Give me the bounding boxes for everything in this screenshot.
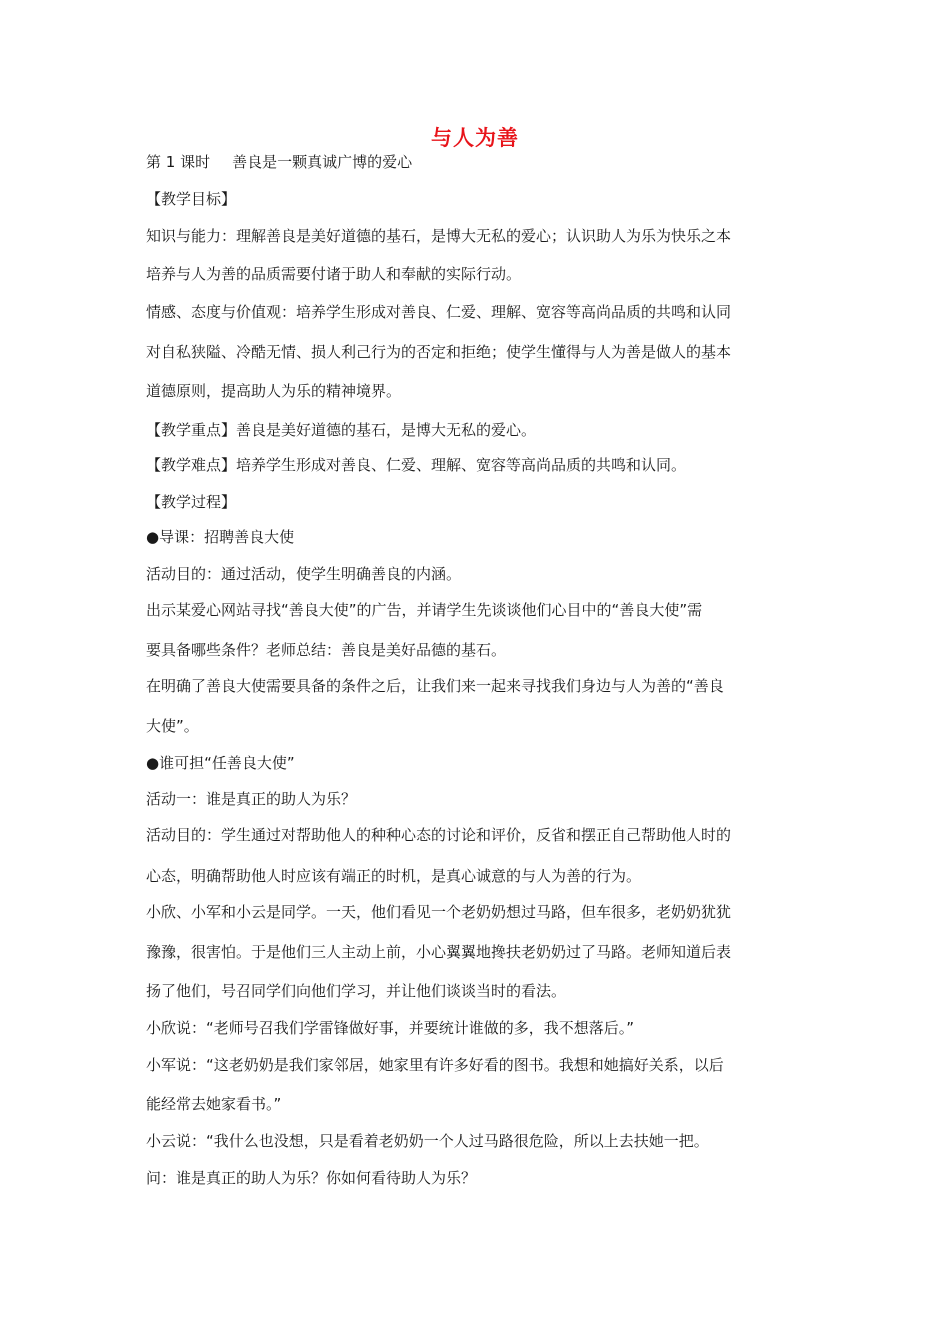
activity-title: 活动一：谁是真正的助人为乐？: [146, 790, 357, 808]
paragraph-line: 豫豫，很害怕。于是他们三人主动上前，小心翼翼地搀扶老奶奶过了马路。老师知道后表: [146, 943, 732, 961]
section-heading-process: 【教学过程】: [146, 493, 237, 511]
quote-line: 小欣说：“老师号召我们学雷锋做好事，并要统计谁做的多，我不想落后。”: [146, 1019, 635, 1037]
paragraph-line: 对自私狭隘、冷酷无情、损人利己行为的否定和拒绝；使学生懂得与人为善是做人的基本: [146, 343, 732, 361]
paragraph-line: 心态，明确帮助他人时应该有端正的时机，是真心诚意的与人为善的行为。: [146, 867, 642, 885]
paragraph-line: 知识与能力：理解善良是美好道德的基石，是博大无私的爱心；认识助人为乐为快乐之本: [146, 227, 732, 245]
paragraph-line: 扬了他们，号召同学们向他们学习，并让他们谈谈当时的看法。: [146, 982, 567, 1000]
paragraph-line: 小欣、小军和小云是同学。一天，他们看见一个老奶奶想过马路，但车很多，老奶奶犹犹: [146, 903, 732, 921]
quote-line: 能经常去她家看书。”: [146, 1095, 282, 1113]
lesson-heading: [146, 152, 816, 172]
document-title: 与人为善: [431, 126, 519, 150]
paragraph-line: 要具备哪些条件？老师总结：善良是美好品德的基石。: [146, 641, 507, 659]
lesson-topic: 善良是一颗真诚广博的爱心: [232, 153, 413, 171]
bullet-heading: ●谁可担“任善良大使”: [146, 754, 295, 772]
section-heading-objectives: 【教学目标】: [146, 190, 237, 208]
paragraph-line: 在明确了善良大使需要具备的条件之后，让我们来一起来寻找我们身边与人为善的“善良: [146, 677, 724, 695]
paragraph-line: 道德原则，提高助人为乐的精神境界。: [146, 382, 402, 400]
paragraph-line: 情感、态度与价值观：培养学生形成对善良、仁爱、理解、宽容等高尚品质的共鸣和认同: [146, 303, 732, 321]
bullet-heading: ●导课：招聘善良大使: [146, 528, 295, 546]
paragraph-line: 培养与人为善的品质需要付诸于助人和奉献的实际行动。: [146, 265, 522, 283]
paragraph-line: 活动目的：学生通过对帮助他人的种种心态的讨论和评价，反省和摆正自己帮助他人时的: [146, 826, 732, 844]
paragraph-line: 大使”。: [146, 717, 199, 735]
lesson-number: 第 1 课时: [146, 153, 211, 171]
paragraph-line: 出示某爱心网站寻找“善良大使”的广告，并请学生先谈谈他们心目中的“善良大使”需: [146, 601, 703, 619]
paragraph-line: 活动目的：通过活动，使学生明确善良的内涵。: [146, 565, 462, 583]
question-line: 问：谁是真正的助人为乐？你如何看待助人为乐？: [146, 1169, 477, 1187]
difficulty-line: 【教学难点】培养学生形成对善良、仁爱、理解、宽容等高尚品质的共鸣和认同。: [146, 456, 687, 474]
quote-line: 小军说：“这老奶奶是我们家邻居，她家里有许多好看的图书。我想和她搞好关系，以后: [146, 1056, 724, 1074]
quote-line: 小云说：“我什么也没想，只是看着老奶奶一个人过马路很危险，所以上去扶她一把。: [146, 1132, 709, 1150]
key-point-line: 【教学重点】善良是美好道德的基石，是博大无私的爱心。: [146, 421, 537, 439]
